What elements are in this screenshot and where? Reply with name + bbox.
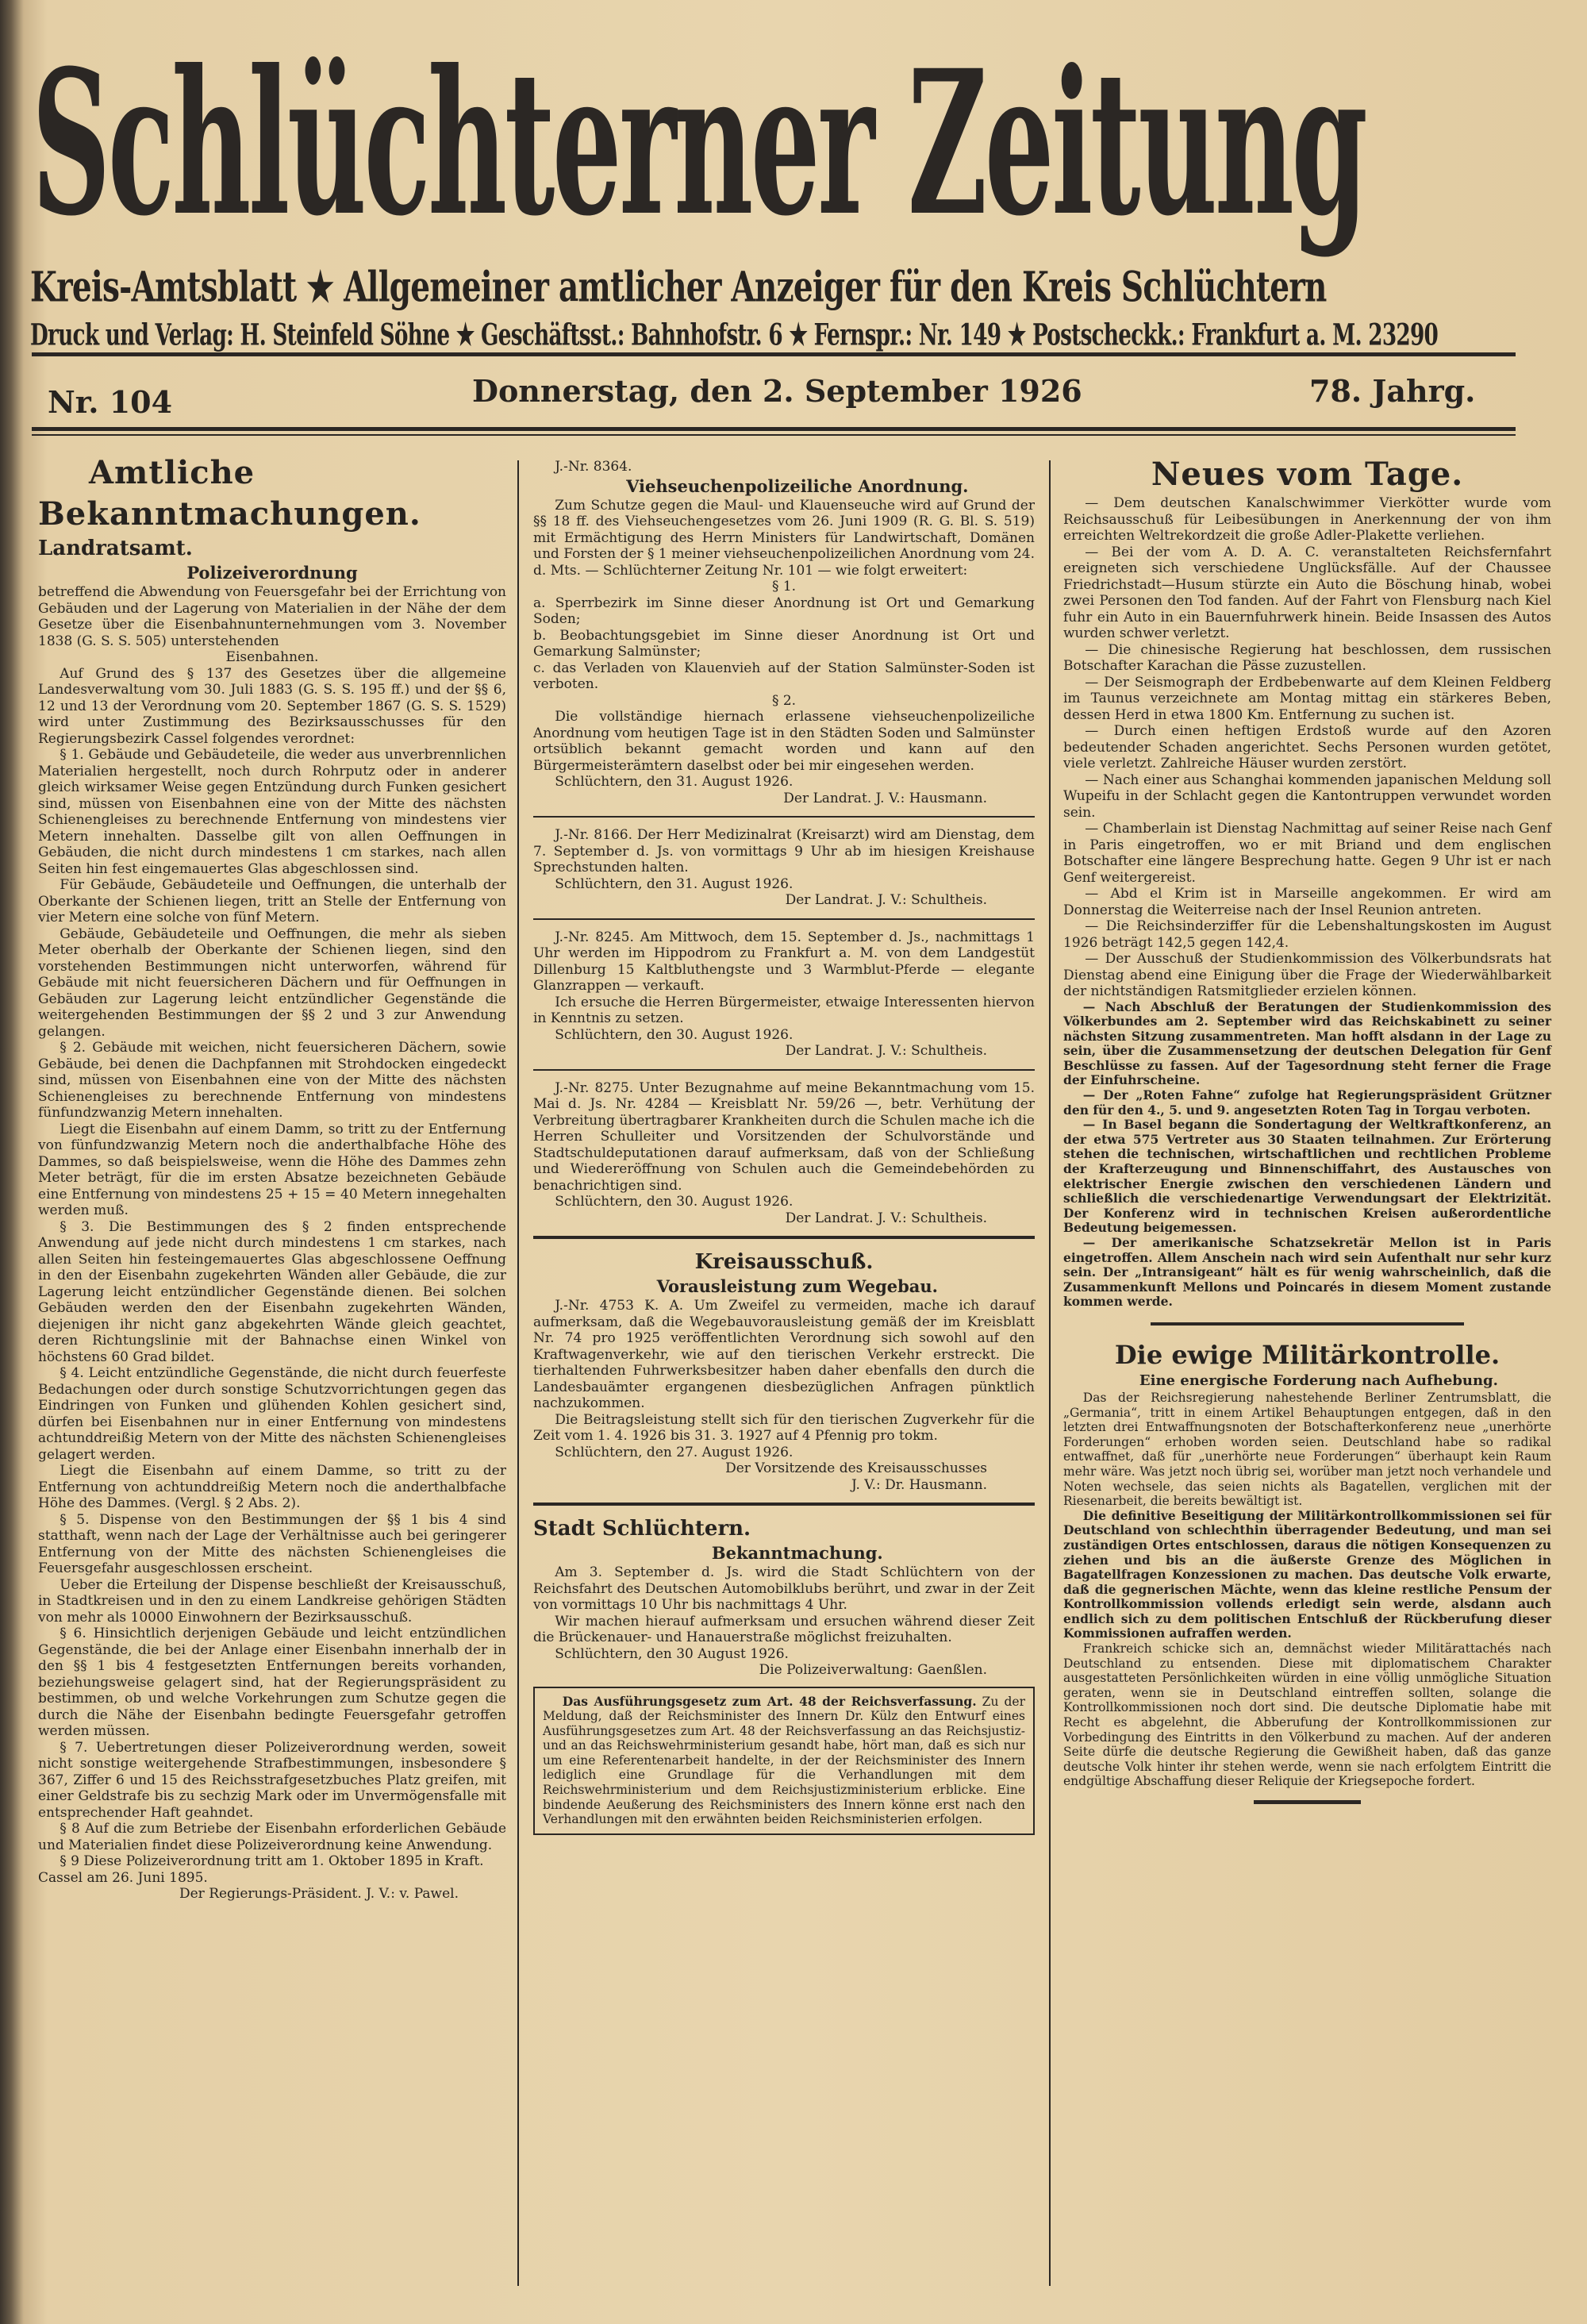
notice-text: J.-Nr. 8245. Am Mittwoch, dem 15. September d. Js., nachmittags 1 Uhr werden im Hippodrom zu Frankfurt a. M. von dem Landgestüt Dillenburg 15 Kaltbluthengste und 3 Warmblut-Pferde — elegante Glanzrappen — verkauft. xyxy=(533,929,1035,994)
reference-number: J.-Nr. 8364. xyxy=(555,459,632,475)
paragraph: Liegt die Eisenbahn auf einem Damm, so tritt zu der Entfernung von fünfundzwanzig Metern noch die anderthalbfache Höhe des Dammes, so daß beispielsweise, wenn die Höhe des Dammes zehn Meter beträgt, für die im ersten Absatze bezeichneten Gebäude eine Entfernung von mindestens 25 + 15 = 40 Metern innegehalten werden muß. xyxy=(38,1121,506,1218)
official-notices-column xyxy=(38,452,506,1903)
signature: Der Regierungs-Präsident. J. V.: v. Pawel. xyxy=(179,1886,459,1902)
paragraph: § 2. Gebäude mit weichen, nicht feuersicheren Dächern, sowie Gebäude, bei denen die Dachpfannen mit Strohdocken eingedeckt sind, müssen von Eisenbahnen eine von der Mitte des nächsten Schienengleises zu berechnende Entfernung von mindestens fünfundzwanzig Metern innehalten. xyxy=(38,1040,506,1121)
news-heading: Neues vom Tage. xyxy=(1151,456,1464,493)
article-title: Die ewige Militärkontrolle. xyxy=(1114,1339,1501,1370)
paragraph: Für Gebäude, Gebäudeteile und Oeffnungen, die unterhalb der Oberkante der Schienen liegen, tritt an Stelle der Entfernung von vier Metern eine solche von fünf Metern. xyxy=(38,877,506,925)
notice-text: Wir machen hierauf aufmerksam und ersuchen während dieser Zeit die Brückenauer- und Hanauerstraße möglichst freizuhalten. xyxy=(533,1613,1035,1645)
article-lead: Das Ausführungsgesetz zum Art. 48 der Reichsverfassung. xyxy=(562,1693,977,1709)
news-item: — Dem deutschen Kanalschwimmer Vierkötter wurde vom Reichsausschuß für Leibesübungen in Anerkennung der von ihm erreichten Weltrekordzeit die große Adler-Plakette verliehen. xyxy=(1063,495,1551,544)
paragraph: Liegt die Eisenbahn auf einem Damme, so tritt zu der Entfernung von achtunddreißig Metern noch die anderthalbfache Höhe des Dammes. (Vergl. § 2 Abs. 2). xyxy=(38,1463,506,1511)
signature: Die Polizeiverwaltung: Gaenßlen. xyxy=(759,1662,987,1678)
news-item: — Durch einen heftigen Erdstoß wurde auf den Azoren bedeutender Schaden angerichtet. Sechs Personen wurden getötet, viele verletzt. Zahlreiche Häuser wurden zerstört. xyxy=(1063,723,1551,771)
news-item: — Die Reichsinderziffer für die Lebenshaltungskosten im August 1926 beträgt 142,5 gegen 142,4. xyxy=(1063,918,1551,951)
notices-column-middle xyxy=(533,459,1035,1835)
notice-date: Schlüchtern, den 31. August 1926. xyxy=(555,774,794,790)
notice-text: Zum Schutze gegen die Maul- und Klauenseuche wird auf Grund der §§ 18 ff. des Viehseuchengesetzes vom 26. Juni 1909 (R. G. Bl. S. 519) mit Ermächtigung des Herrn Ministers für Landwirtschaft, Domänen und Forsten der § 1 meiner viehseuchenpolizeilichen Anordnung vom 24. d. Mts. — Schlüchterner Zeitung Nr. 101 — wie folgt erweitert: xyxy=(533,497,1035,579)
paragraph: § 4. Leicht entzündliche Gegenstände, die nicht durch feuerfeste Bedachungen oder durch sonstige Schutzvorrichtungen gegen das Eindringen von Funken und glühenden Kohlen gesichert sind, dürfen bei Eisenbahnen nur in einer Entfernung von mindestens achtunddreißig Metern von der Mitte des nächsten Schienengleises gelagert werden. xyxy=(38,1365,506,1463)
newspaper-title: Schlüchterner Zeitung xyxy=(32,26,1366,260)
paragraph: § 7. Uebertretungen dieser Polizeiverordnung werden, soweit nicht sonstige weitergehende Strafbestimmungen, insbesondere § 367, Ziffer 6 und 15 des Reichsstrafgesetzbuches Platz greifen, mit einer Geldstrafe bis zu sechzig Mark oder im Unvermögensfalle mit entsprechender Haft geahndet. xyxy=(38,1739,506,1821)
separator xyxy=(533,1236,1035,1239)
article-48-box xyxy=(533,1687,1035,1835)
article-paragraph: Das der Reichsregierung nahestehende Berliner Zentrumsblatt, die „Germania“, tritt in einem Artikel Behauptungen entgegen, daß in den letzten drei Entwaffnungsnoten der Botschafterkonferenz neue „unerhörte Forderungen“ erhoben worden seien. Deutschland habe so radikal entwaffnet, daß für „unerhörte neue Forderungen“ überhaupt kein Raum mehr wäre. Was jetzt noch übrig sei, worüber man jetzt noch verhandele und Noten wechsele, das seien nichts als Bagatellen, verglichen mit der Riesenarbeit, die bereits bewältigt ist. xyxy=(1063,1390,1551,1509)
notice-text: J.-Nr. 8275. Unter Bezugnahme auf meine Bekanntmachung vom 15. Mai d. Js. Nr. 4284 — Kreisblatt Nr. 59/26 —, betr. Verhütung der Verbreitung übertragbarer Krankheiten durch die Schulen mache ich die Herren Schulleiter und Vorsitzenden der Schulvorstände und Stadtschuldeputationen darauf aufmerksam, daß von der Schließung und Wiedereröffnung von Schulen auch die Gemeindebehörden zu benachrichtigen sind. xyxy=(533,1079,1035,1194)
notice-title: Vorausleistung zum Wegebau. xyxy=(656,1276,938,1296)
ordinance-title: Polizeiverordnung xyxy=(186,563,358,583)
news-item: — Nach einer aus Schanghai kommenden japanischen Meldung soll Wupeifu in der Schlacht gegen die Kantontruppen verwundet worden sein. xyxy=(1063,771,1551,821)
article-text: Zu der Meldung, daß der Reichsminister des Innern Dr. Külz den Entwurf eines Ausführungsgesetzes zum Art. 48 der Reichsverfassung an das Reichsjustiz- und an das Reichswehrministerium gesandt habe, hört man, daß es sich nur um eine Referentenarbeit handelte, in der der Reichsminister des Innern lediglich eine Grundlage für die Verhandlungen mit dem Reichswehrministerium und dem Reichsjustizministerium erblicke. Eine bindende Aeußerung des Reichsministers des Innern könne erst nach den Verhandlungen mit den erwähnten beiden Reichsministerien erfolgen. xyxy=(543,1694,1025,1827)
date-rule xyxy=(32,427,1516,431)
news-item: — Chamberlain ist Dienstag Nachmittag auf seiner Reise nach Genf in Paris eingetroffen, wo er mit Briand und dem englischen Botschafter eine längere Besprechung hatte. Gegen 9 Uhr ist er nach Genf weitergereist. xyxy=(1063,821,1551,886)
paragraph: Auf Grund des § 137 des Gesetzes über die allgemeine Landesverwaltung vom 30. Juli 1883 (G. S. S. 195 ff.) und der §§ 6, 12 und 13 der Verordnung vom 20. September 1867 (G. S. S. 1529) wird unter Zustimmung des Bezirksausschusses für den Regierungsbezirk Cassel folgendes verordnet: xyxy=(38,665,506,747)
list-item: c. das Verladen von Klauenvieh auf der Station Salmünster-Soden ist verboten. xyxy=(533,660,1035,692)
notice-text: Am 3. September d. Js. wird die Stadt Schlüchtern von der Reichsfahrt des Deutschen Automobilklubs berührt, und zwar in der Zeit von vormittags 10 Uhr bis nachmittags 4 Uhr. xyxy=(533,1564,1035,1613)
paragraph: Ueber die Erteilung der Dispense beschließt der Kreisausschuß, in Stadtkreisen und in den zu einem Landkreise gehörigen Städten von mehr als 10000 Einwohnern der Bezirksausschuß. xyxy=(38,1576,506,1626)
notice-date: Schlüchtern, den 30. August 1926. xyxy=(555,1026,794,1043)
article-paragraph: Frankreich schicke sich an, demnächst wieder Militärattachés nach Deutschland zu entsenden. Diese mit diplomatischem Charakter ausgestatteten Persönlichkeiten würden in eine völlig unmögliche Situation geraten, wenn sie in Deutschland eintreffen sollten, solange die Kontrollkommissionen noch dort sind. Die deutsche Diplomatie habe mit Recht es abgelehnt, die Abberufung der Kontrollkommissionen zur Vorbedingung des Eintritts in den Völkerbund zu machen. Auf der anderen Seite dürfe die deutsche Regierung die Gewißheit haben, daß das ganze deutsche Volk hinter ihr stehen werde, wenn sie nach erfolgtem Eintritt die endgültige Abschaffung dieser Reliquie der Kriegsepoche fordert. xyxy=(1063,1641,1551,1789)
newspaper-subtitle: Kreis-Amtsblatt ★ Allgemeiner amtlicher Anzeiger für den Kreis Schlüchtern xyxy=(30,262,1327,311)
news-item: — Bei der vom A. D. A. C. veranstalteten Reichsfernfahrt ereigneten sich verschiedene Unglücksfälle. Auf der Chaussee Friedrichstadt—Husum stürzte ein Auto die Böschung hinab, wobei zwei Personen den Tod fanden. Auf der Fahrt von Flensburg nach Kiel fuhr ein Auto in ein Bauernfuhrwerk hinein. Beide Insassen des Autos wurden schwer verletzt. xyxy=(1063,544,1551,641)
paragraph: § 3. Die Bestimmungen des § 2 finden entsprechende Anwendung auf jede nicht durch mindestens 1 cm starkes, nach allen Seiten hin festeingemauertes Glas abgeschlossene Oeffnung in den der Eisenbahn zugekehrten Wänden aller Gebäude, die zur Lagerung leicht entzündlicher Gegenstände dienen. Bei solchen Gebäuden werden den der Eisenbahn zugekehrten Wänden, diejenigen ihr nicht ganz abgekehrten Wände gleich geachtet, deren Richtungslinie mit der Bahnachse einen Winkel von höchstens 60 Grad bildet. xyxy=(38,1218,506,1365)
separator xyxy=(533,816,1035,818)
news-column xyxy=(1063,454,1551,1815)
notice-title: Bekanntmachung. xyxy=(711,1543,883,1563)
separator xyxy=(533,1503,1035,1506)
paragraph: § 8 Auf die zum Betriebe der Eisenbahn erforderlichen Gebäude und Materialien findet diese Polizeiverordnung keine Anwendung. xyxy=(38,1821,506,1853)
section-heading: Kreisausschuß. xyxy=(694,1250,874,1274)
notice-date: Schlüchtern, den 30. August 1926. xyxy=(555,1194,794,1210)
issue-number: Nr. 104 xyxy=(48,384,173,420)
news-item: — Der amerikanische Schatzsekretär Mellon ist in Paris eingetroffen. Allem Anschein nach wird sein Aufenthalt nur sehr kurz sein. Der „Intransigeant“ hält es für wenig wahrscheinlich, daß die Zusammenkunft Mellons und Poincarés in diesem Moment zustande kommen werde. xyxy=(1063,1235,1551,1310)
article-subtitle: Eine energische Forderung nach Aufhebung. xyxy=(1139,1372,1498,1389)
masthead-rule xyxy=(32,352,1516,356)
notice-text: Die vollständige hiernach erlassene viehseuchenpolizeiliche Anordnung vom heutigen Tage ist in den Städten Soden und Salmünster ortsüblich bekannt gemacht worden und kann auf den Bürgermeisterämtern daselbst oder bei mir eingesehen werden. xyxy=(533,709,1035,774)
place-date: Cassel am 26. Juni 1895. xyxy=(38,1869,208,1886)
column-divider xyxy=(1049,460,1051,2286)
section-heading: Stadt Schlüchtern. xyxy=(533,1517,751,1541)
news-item: — Nach Abschluß der Beratungen der Studienkommission des Völkerbundes am 2. September wird das Reichskabinett zu seiner nächsten Sitzung zusammentreten. Man hofft alsdann in der Lage zu sein, über die Zusammensetzung der deutschen Delegation für Genf Beschlüsse zu fassen. Auf der Tagesordnung steht ferner die Frage der Einfuhrscheine. xyxy=(1063,998,1551,1088)
issue-date: Donnerstag, den 2. September 1926 xyxy=(472,373,1082,409)
notice-text: Die Beitragsleistung stellt sich für den tierischen Zugverkehr für die Zeit vom 1. 4. 1926 bis 31. 3. 1927 auf 4 Pfennig pro tokm. xyxy=(533,1411,1035,1444)
signature: Der Landrat. J. V.: Schultheis. xyxy=(785,1210,987,1226)
separator xyxy=(533,918,1035,920)
list-item: a. Sperrbezirk im Sinne dieser Anordnung ist Ort und Gemarkung Soden; xyxy=(533,594,1035,627)
notice-title: Viehseuchenpolizeiliche Anordnung. xyxy=(626,475,969,496)
ordinance-intro: betreffend die Abwendung von Feuersgefahr bei der Errichtung von Gebäuden und der Lagerung von Materialien in der Nähe der dem Gesetze über die Eisenbahnunternehmungen vom 3. November 1838 (G. S. S. 505) unterstehenden xyxy=(38,584,506,649)
date-rule-thin xyxy=(32,434,1516,436)
volume-year: 78. Jahrg. xyxy=(1309,373,1476,409)
paragraph: § 6. Hinsichtlich derjenigen Gebäude und leicht entzündlichen Gegenstände, die bei der Anlage einer Eisenbahn innerhalb der in den §§ 1 bis 4 festgesetzten Entfernungen bereits vorhanden, beziehungsweise gelagert sind, hat der Regierungspräsident zu bestimmen, ob und welche Vorkehrungen zum Schutze gegen die durch die Nähe der Eisenbahn bedingte Feuersgefahr getroffen werden müssen. xyxy=(38,1626,506,1739)
article-paragraph: Die definitive Beseitigung der Militärkontrollkommissionen sei für Deutschland von schlechthin überragender Bedeutung, und man sei zuständigen Ortes entschlossen, daraus die nötigen Konsequenzen zu ziehen und bis an die äußerste Grenze des Möglichen in Bagatellfragen Konzessionen zu machen. Das deutsche Volk erwarte, daß die gegnerischen Mächte, wenn das kleine restliche Pensum der Kontrollkommission vollends erledigt sein werde, alsdann auch endlich sich zu dem politischen Entschluß der Rückberufung dieser Kommissionen aufraffen werden. xyxy=(1063,1507,1551,1641)
paragraph: § 5. Dispense von den Bestimmungen der §§ 1 bis 4 sind statthaft, wenn nach der Lage der Verhältnisse auch bei geringerer Entfernung von der Mitte des nächsten Schienengleises die Feuersgefahr ausgeschlossen erscheint. xyxy=(38,1511,506,1576)
notice-date: Schlüchtern, den 31. August 1926. xyxy=(555,875,794,892)
notice-date: Schlüchtern, den 30 August 1926. xyxy=(555,1645,789,1662)
end-mark xyxy=(1254,1800,1361,1804)
news-item: — Abd el Krim ist in Marseille angekommen. Er wird am Donnerstag die Weiterreise nach der Insel Reunion antreten. xyxy=(1063,886,1551,918)
news-item: — Die chinesische Regierung hat beschlossen, dem russischen Botschafter Karachan die Pässe zuzustellen. xyxy=(1063,641,1551,674)
news-item: — In Basel begann die Sondertagung der Weltkraftkonferenz, an der etwa 575 Vertreter aus 30 Staaten teilnahmen. Zur Erörterung stehen die technischen, wirtschaftlichen und rechtlichen Probleme der Krafterzeugung und Binnenschiffahrt, des Austausches von elektrischer Energie zwischen den verschiedenen Ländern und schließlich die verschiedenartige Verwendungsart der Elektrizität. Der Konferenz wird in technischen Kreisen außerordentliche Bedeutung beigemessen. xyxy=(1063,1117,1551,1236)
ordinance-intro-end: Eisenbahnen. xyxy=(225,649,319,665)
signature: Der Landrat. J. V.: Hausmann. xyxy=(783,790,987,806)
paragraph: § 9 Diese Polizeiverordnung tritt am 1. Oktober 1895 in Kraft. xyxy=(60,1853,484,1869)
paragraph: § 1. Gebäude und Gebäudeteile, die weder aus unverbrennlichen Materialien hergestellt, noch durch Rohrputz oder in anderer gleich wirksamer Weise gegen Entzündung durch Funken gesichert sind, müssen von Eisenbahnen eine von der Mitte des nächsten Schienengleises zu berechnende Entfernung von mindestens vier Metern innehalten. Dasselbe gilt von allen Oeffnungen in Gebäuden, die nicht durch mindestens 1 cm starkes, nach allen Seiten hin fest eingemauertes Glas abgeschlossen sind. xyxy=(38,747,506,877)
signature: Der Landrat. J. V.: Schultheis. xyxy=(785,892,987,908)
signature: Der Vorsitzende des Kreisausschusses xyxy=(725,1460,987,1476)
signature: J. V.: Dr. Hausmann. xyxy=(851,1476,987,1493)
section-marker: § 2. xyxy=(771,692,797,709)
column-divider xyxy=(517,460,519,2286)
signature: Der Landrat. J. V.: Schultheis. xyxy=(785,1043,987,1059)
imprint-line: Druck und Verlag: H. Steinfeld Söhne ★ Geschäftsst.: Bahnhofstr. 6 ★ Fernspr.: Nr. 149 ★ Postscheckk.: Frankfurt a. M. 23290 xyxy=(30,317,1439,353)
notice-text: J.-Nr. 8166. Der Herr Medizinalrat (Kreisarzt) wird am Dienstag, dem 7. September d. Js. von vormittags 9 Uhr ab im hiesigen Kreishause Sprechstunden halten. xyxy=(533,827,1035,875)
news-item: — Der Ausschuß der Studienkommission des Völkerbundsrats hat Dienstag abend eine Einigung über die Frage der Wiederwählbarkeit der nichtständigen Ratsmitglieder erzielen können. xyxy=(1063,951,1551,999)
notice-text: J.-Nr. 4753 K. A. Um Zweifel zu vermeiden, mache ich darauf aufmerksam, daß die Wegebauvorausleistung gemäß der im Kreisblatt Nr. 74 pro 1925 veröffentlichten Verordnung sich sowohl auf den Kraftwagenverkehr, wie auf den tierischen Verkehr erstreckt. Die tierhaltenden Fuhrwerksbesitzer haben daher ebenfalls den durch die Landesbauämter ergangenen diesbezüglichen Anfragen pünktlich nachzukommen. xyxy=(533,1298,1035,1411)
section-heading: Amtliche Bekanntmachungen. xyxy=(38,454,421,533)
news-item: — Der Seismograph der Erdbebenwarte auf dem Kleinen Feldberg im Taunus verzeichnete am Montag mittag ein stärkeres Beben, dessen Herd in etwa 1800 Km. Entfernung zu suchen ist. xyxy=(1063,674,1551,723)
notice-date: Schlüchtern, den 27. August 1926. xyxy=(555,1444,794,1460)
list-item: b. Beobachtungsgebiet im Sinne dieser Anordnung ist Ort und Gemarkung Salmünster; xyxy=(533,627,1035,660)
office-heading: Landratsamt. xyxy=(38,537,193,560)
separator xyxy=(533,1069,1035,1071)
notice-text: Ich ersuche die Herren Bürgermeister, etwaige Interessenten hiervon in Kenntnis zu setzen. xyxy=(533,994,1035,1026)
paragraph: Gebäude, Gebäudeteile und Oeffnungen, die mehr als sieben Meter oberhalb der Oberkante der Schienen liegen, sind den vorstehenden Bestimmungen nicht unterworfen, während für Gebäude mit nicht feuersicheren Dächern und für Oeffnungen in Gebäuden zur Lagerung leicht entzündlicher Gegenstände die weitergehenden Bestimmungen der §§ 2 und 3 zur Anwendung gelangen. xyxy=(38,925,506,1040)
separator xyxy=(1151,1322,1464,1326)
news-item: — Der „Roten Fahne“ zufolge hat Regierungspräsident Grützner den für den 4., 5. und 9. angesetzten Roten Tag in Torgau verboten. xyxy=(1063,1087,1551,1118)
section-marker: § 1. xyxy=(771,579,797,594)
